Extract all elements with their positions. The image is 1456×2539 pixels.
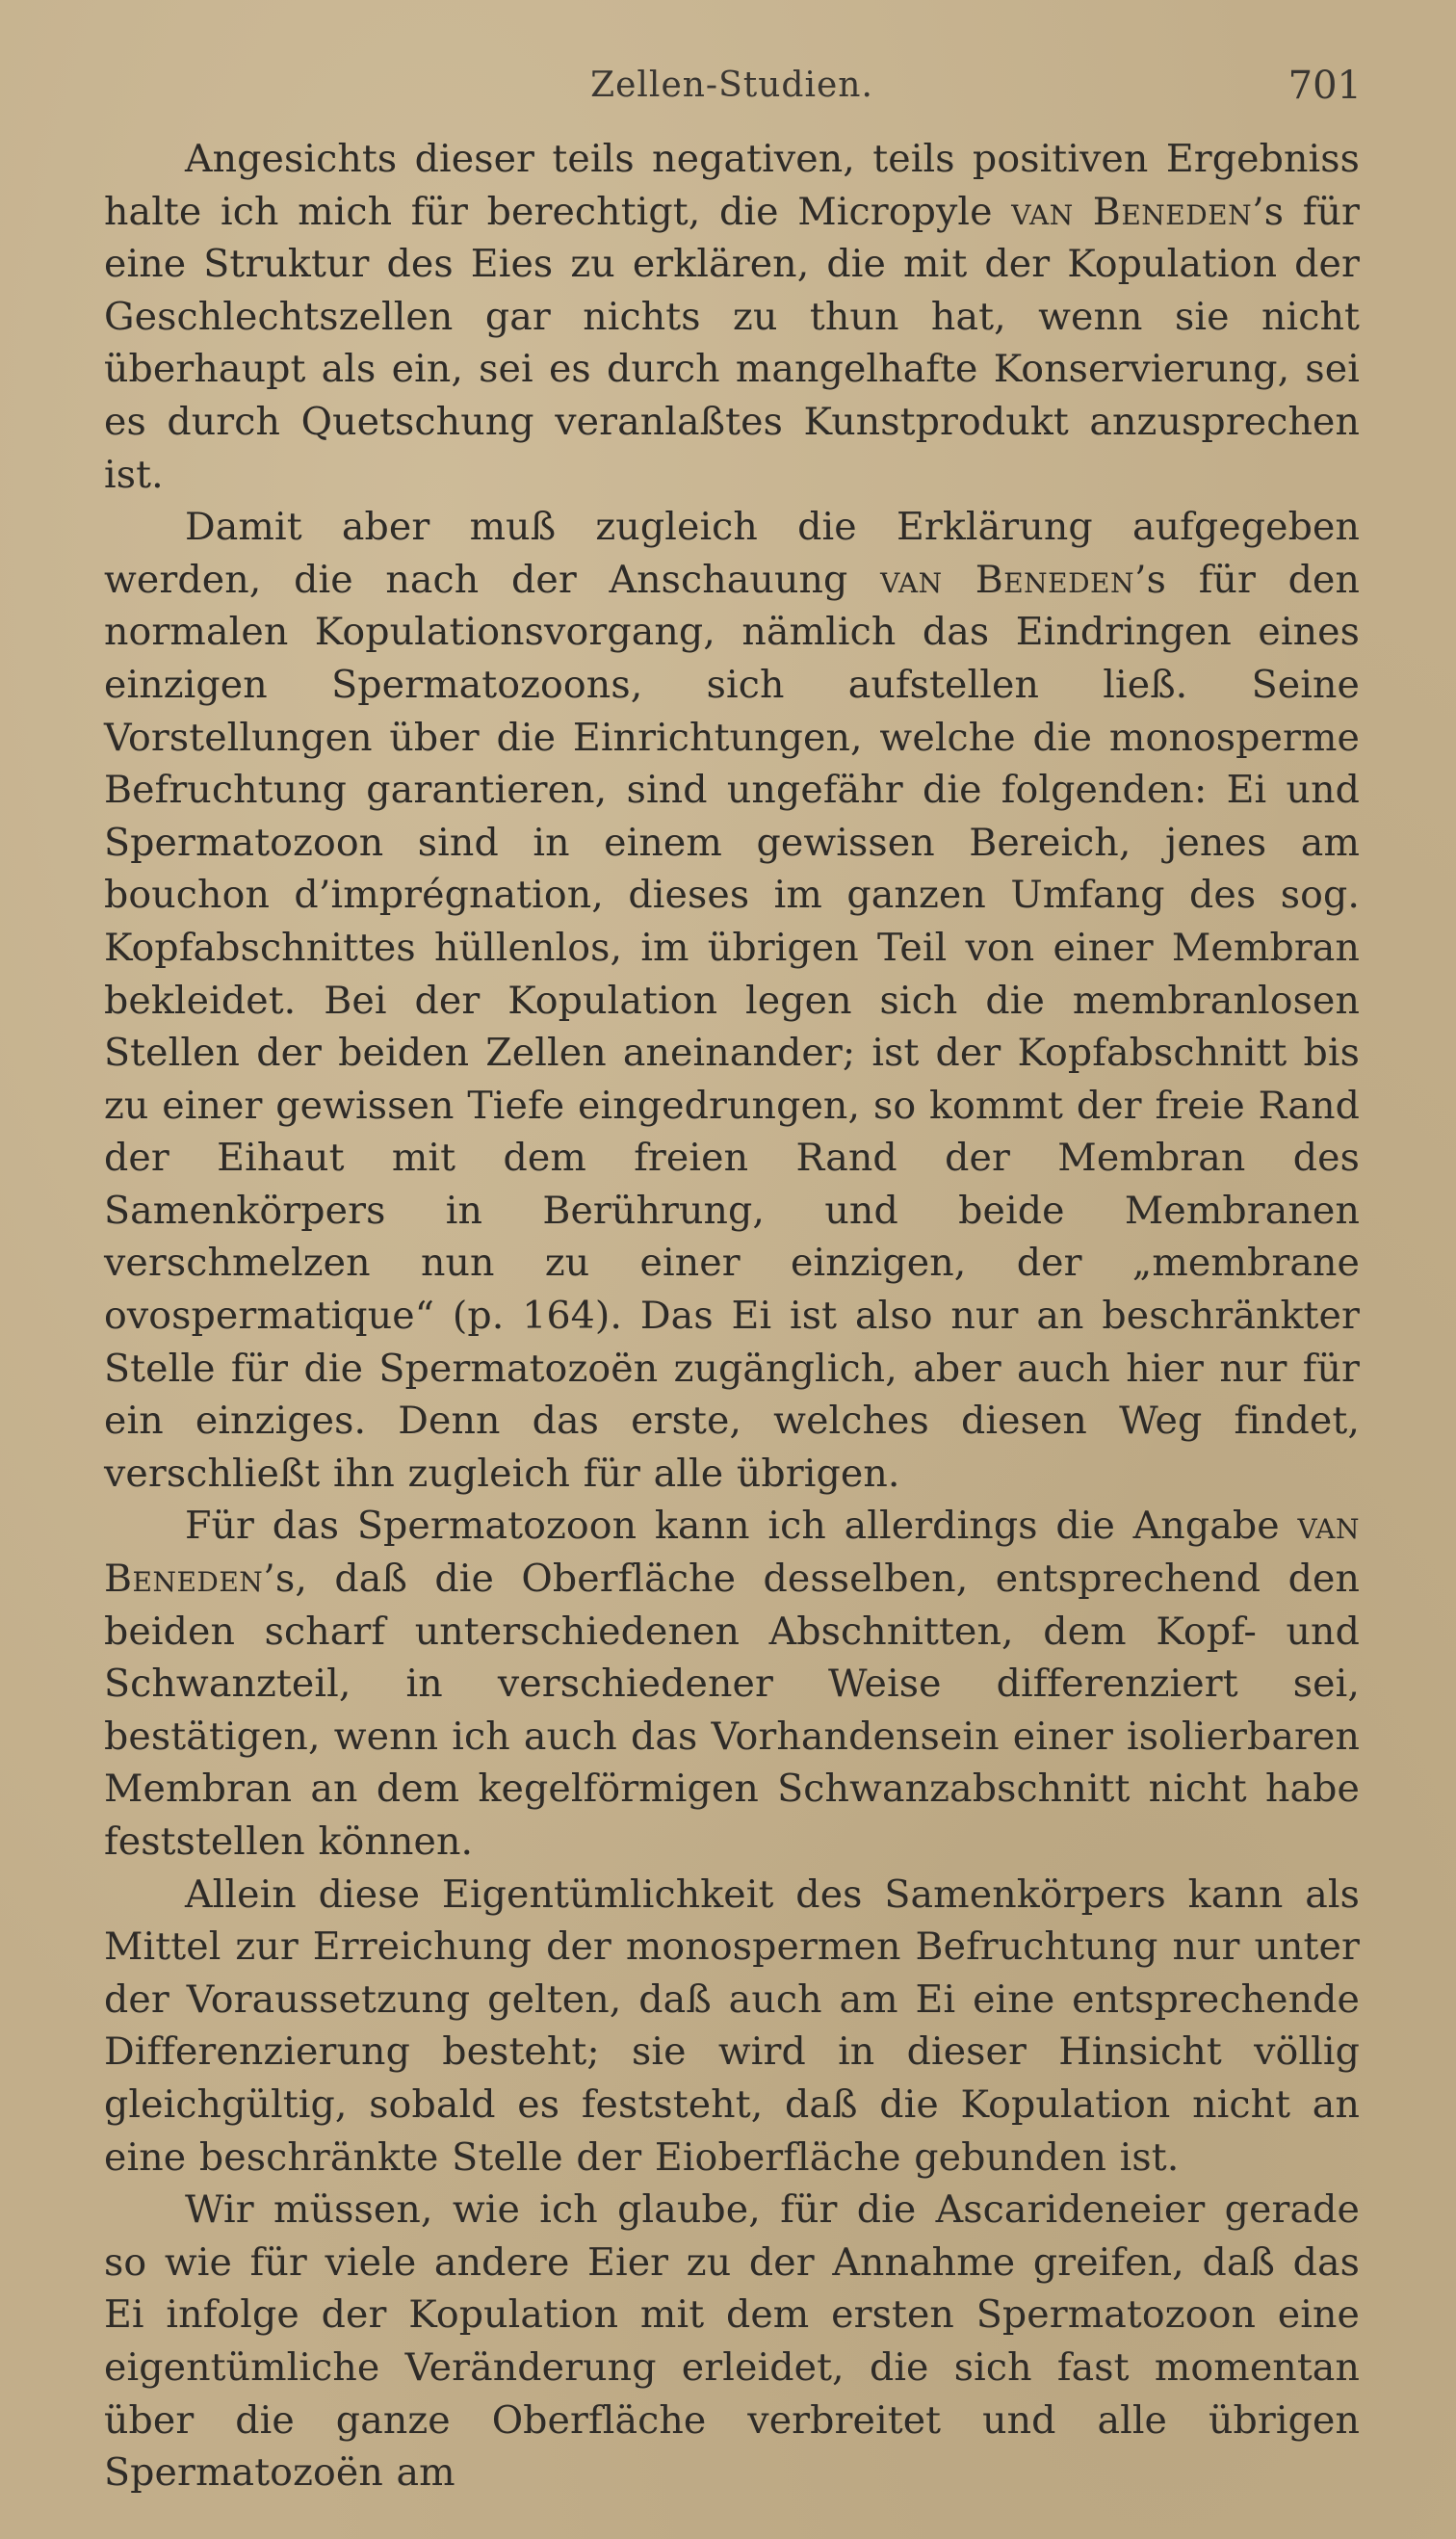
author-name: van Beneden: [880, 557, 1134, 602]
page-number: 701: [1287, 64, 1362, 108]
running-title: Zellen-Studien.: [590, 65, 873, 105]
author-name: van Beneden: [1011, 189, 1253, 234]
paragraph-3: [104, 1500, 1360, 1868]
running-head: [104, 58, 1360, 125]
paragraph-4: [104, 1869, 1360, 2185]
text-run: Allein diese Eigentümlichkeit des Samenkörpers kann als Mittel zur Erreichung der monospermen Befruchtung nur unter der Voraussetzung gelten, daß auch am Ei eine entsprechende Differenzierung besteht; sie wird in dieser Hinsicht völlig gleichgültig, sobald es feststeht, daß die Kopulation nicht an eine beschränkte Stelle der Eioberfläche gebunden ist.: [104, 1872, 1360, 2180]
text-run: Angesichts dieser teils negativen, teils positiven Ergebniss halte ich mich für berechtigt, die Micropyle: [104, 137, 1360, 234]
paragraph-2: [104, 501, 1360, 1500]
body-text: [104, 133, 1360, 2500]
text-run: Für das Spermatozoon kann ich allerdings die Angabe: [185, 1504, 1298, 1549]
paragraph-5: [104, 2184, 1360, 2500]
author-name: van Beneden: [104, 1504, 1360, 1602]
text-run: ’s für eine Struktur des Eies zu erklären, die mit der Kopulation der Geschlechtszellen gar nichts zu thun hat, wenn sie nicht überhaupt als ein, sei es durch mangelhafte Konservierung, sei es durch Quetschung veranlaßtes Kunstprodukt anzusprechen ist.: [104, 189, 1360, 497]
paragraph-1: [104, 133, 1360, 501]
text-run: ’s, daß die Oberfläche desselben, entsprechend den beiden scharf unterschiedenen Abschnitten, dem Kopf- und Schwanzteil, in verschiedener Weise differenziert sei, bestätigen, wenn ich auch das Vorhandensein einer isolierbaren Membran an dem kegelförmigen Schwanzabschnitt nicht habe feststellen können.: [104, 1557, 1360, 1864]
text-run: ’s für den normalen Kopulationsvorgang, nämlich das Eindringen eines einzigen Spermatozoons, sich aufstellen ließ. Seine Vorstellungen über die Einrichtungen, welche die monosperme Befruchtung garantieren, sind ungefähr die folgenden: Ei und Spermatozoon sind in einem gewissen Bereich, jenes am bouchon d’imprégnation, dieses im ganzen Umfang des sog. Kopfabschnittes hüllenlos, im übrigen Teil von einer Membran bekleidet. Bei der Kopulation legen sich die membranlosen Stellen der beiden Zellen aneinander; ist der Kopfabschnitt bis zu einer gewissen Tiefe eingedrungen, so kommt der freie Rand der Eihaut mit dem freien Rand der Membran des Samenkörpers in Berührung, und beide Membranen verschmelzen nun zu einer einzigen, der „membrane ovospermatique“ (p. 164). Das Ei ist also nur an beschränkter Stelle für die Spermatozoën zugänglich, aber auch hier nur für ein einziges. Denn das erste, welches diesen Weg findet, verschließt ihn zugleich für alle übrigen.: [104, 557, 1360, 1496]
book-page: [104, 58, 1360, 2500]
text-run: Wir müssen, wie ich glaube, für die Ascarideneier gerade so wie für viele andere Eier zu der Annahme greifen, daß das Ei infolge der Kopulation mit dem ersten Spermatozoon eine eigentümliche Veränderung erleidet, die sich fast momentan über die ganze Oberfläche verbreitet und alle übrigen Spermatozoën am: [104, 2187, 1360, 2496]
text-run: Damit aber muß zugleich die Erklärung aufgegeben werden, die nach der Anschauung: [104, 505, 1360, 602]
